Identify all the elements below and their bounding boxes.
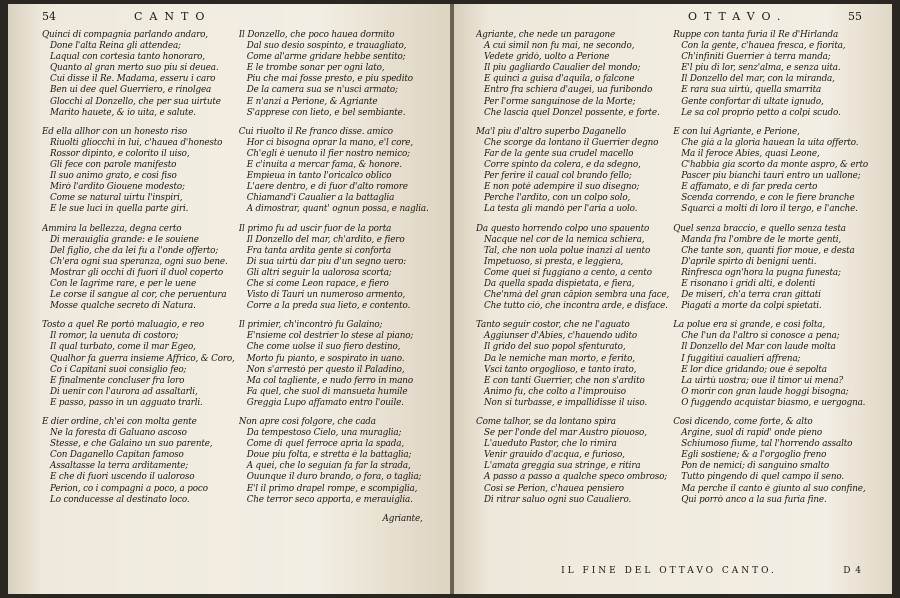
verse-line: Tosto a quel Re portò maluagio, e reo — [42, 320, 204, 331]
verse-line: C'habbia gia scorto da monte aspro, & erto — [681, 160, 868, 171]
stanza — [673, 30, 868, 119]
verse-line: Qui porrò anco a la sua furia fine. — [681, 494, 827, 505]
verse-line: Empieua in tanto l'oricalco oblico — [246, 171, 392, 182]
verse-line: Argine, suol di rapid' onde pieno — [681, 428, 822, 439]
stanza — [673, 417, 868, 506]
verse-line: Nacque nel cor de la nemica schiera, — [484, 234, 645, 245]
stanza — [239, 320, 429, 409]
catchword: Agriante, — [382, 513, 423, 524]
verse-line: Il primier, ch'incontrò fu Galaino; — [238, 320, 383, 331]
verse-line: Vscì tanto orgoglioso, e tanto irato, — [484, 364, 637, 375]
verse-line: Il piu gagliardo Caualier del mondo; — [484, 63, 641, 74]
verse-line: Che lascia quel Donzel possente, e forte. — [484, 107, 660, 118]
verse-line: Il qual turbato, come il mar Egeo, — [50, 342, 196, 353]
verse-line: Qualhor fa guerra insieme Affrico, & Coro, — [50, 353, 235, 364]
verse-line: Visto di Tauri un numeroso armento, — [246, 290, 406, 301]
verse-line: La testa gli mandò per l'aria a uolo. — [484, 204, 638, 215]
verse-line: O morir con gran laude hoggi bisogna; — [681, 386, 849, 397]
verse-line: De la camera sua se n'uscì armato; — [246, 85, 398, 96]
verse-line: E affamato, e di far preda certo — [681, 182, 818, 193]
verse-line: Che l'un da l'altro si conosce a pena; — [681, 331, 840, 342]
stanza — [476, 320, 669, 409]
verse-line: Da tempestoso Cielo, una muraglia; — [246, 428, 402, 439]
canto-end-footer — [476, 566, 862, 576]
verse-line: Le sa col proprio petto a colpi scudo. — [681, 107, 841, 118]
verse-line: Così dicendo, come forte, & alto — [673, 417, 813, 427]
verse-line: Che tutto ciò, che incontra arde, e disface. — [484, 301, 668, 312]
verse-line: Ben ui dee quel Guerriero, e rinolgea — [50, 85, 212, 96]
verse-line: Scenda correndo, e con le fiere branche — [681, 193, 855, 204]
verse-line: Che come uolse il suo fiero destino, — [246, 342, 401, 353]
verse-line: D'aprile spirto di benigni uenti. — [681, 256, 817, 267]
stanza — [476, 127, 669, 216]
verse-line: Squarci a molti di loro il tergo, e l'anche. — [681, 204, 858, 215]
verse-line: Come di quel ferroce aprìa la spada, — [246, 439, 404, 450]
verse-line: Ma il feroce Abies, quasi Leone, — [681, 148, 820, 159]
verse-line: Tutto pingendo di quel campo il seno. — [681, 472, 845, 483]
verse-line: Mostrar gli occhi di fuori il duol coperto — [50, 267, 223, 278]
verse-line: Chiamand'i Caualier a la battaglia — [246, 193, 395, 204]
verse-line: Cui riuolto il Re franco disse. amico — [238, 126, 393, 137]
stanza — [42, 417, 235, 506]
verse-line: Animo fu, che colto a l'improuiso — [484, 386, 626, 397]
verse-line: Gli fece con parole manifesto — [50, 160, 177, 171]
verse-line: Gente confortar di ultate ignudo, — [681, 96, 824, 107]
verse-line: Assaltasse la terra arditamente; — [50, 461, 189, 472]
verse-line: Che'nmà del gran cāpion sembra una face, — [484, 290, 670, 301]
text-column — [476, 30, 673, 514]
verse-line: Come talhor, se da lontano spira — [476, 417, 616, 427]
verse-line: Ammira la bellezza, degna certo — [42, 223, 182, 234]
verse-line: Morto fu pianto, e sospirato in uano. — [246, 353, 405, 364]
verse-line: Dal suo desio sospinto, e trauagliato, — [246, 41, 407, 52]
verse-line: E n'anzi a Perione, & Agriante — [246, 96, 378, 107]
verse-line: E non potè adempire il suo disegno; — [484, 182, 640, 193]
verse-line: Come al'arme gridare hebbe sentito; — [246, 52, 406, 63]
verse-line: Done l'alta Reina gli attendea; — [50, 41, 181, 52]
verse-line: Il Donzello del Mar con laude molta — [681, 342, 836, 353]
verse-line: Che già a la gloria hauean la uita offerto. — [681, 137, 859, 148]
verse-line: Di sua uirtù dar piu d'un segno uero: — [246, 256, 407, 267]
stanza — [673, 320, 868, 409]
verse-line: Corre spinto da colera, e da sdegno, — [484, 160, 641, 171]
verse-line: Così se Perion, c'hauea pensiero — [484, 483, 624, 494]
verse-line: Laqual con cortesia tanto honoraro, — [50, 52, 205, 63]
verse-line: A dimostrar, quant' ognun possa, e naglia. — [246, 204, 429, 215]
verse-line: Agriante, che nede un paragone — [476, 30, 616, 40]
verse-line: Il primo fu ad uscir fuor de la porta — [238, 223, 392, 234]
verse-line: Corre a la preda sua lieto, e contento. — [246, 301, 411, 312]
verse-line: Di ritrar saluo ogni suo Caualiero. — [484, 494, 632, 505]
verse-line: Ch'era ogni sua speranza, ogni suo bene. — [50, 256, 228, 267]
verse-line: E con lui Agriante, e Perione, — [673, 126, 800, 137]
verse-line: E'l il primo drapel rompe, e scompiglia, — [246, 483, 418, 494]
text-column — [673, 30, 872, 514]
verse-line: Impetuoso, sì presta, e leggiera, — [484, 256, 624, 267]
stanza — [476, 30, 669, 119]
verse-line: L'aere dentro, e di fuor d'alto romore — [246, 182, 408, 193]
verse-line: E passo, passo in un agguato trarli. — [50, 397, 203, 408]
right-page-columns — [476, 30, 868, 514]
verse-line: E quinci a guisa d'aquila, o falcone — [484, 74, 635, 85]
verse-line: I fuggitiui caualieri affrena; — [681, 353, 801, 364]
verse-line: Di uenir con l'aurora ad assaltarli, — [50, 386, 198, 397]
open-book — [8, 4, 892, 594]
verse-line: E'l piu di lor, senz'alma, e senza uita. — [681, 63, 841, 74]
verse-line: O fuggendo acquistar biasmo, e uergogna. — [681, 397, 866, 408]
stanza — [239, 127, 429, 216]
verse-line: Mirò l'ardito Giouene modesto; — [50, 182, 185, 193]
stanza — [42, 127, 235, 216]
verse-line: Pon de nemici; di sanguino smalto — [681, 461, 829, 472]
verse-line: Ma col tagliente, e nudo ferro in mano — [246, 375, 413, 386]
verse-line: Il Donzello del mar, ch'ardito, e fiero — [246, 234, 405, 245]
stanza — [42, 320, 235, 409]
running-title-left: CANTO — [134, 10, 212, 23]
verse-line: Stesse, e che Galaino un suo parente, — [50, 439, 213, 450]
verse-line: Il romor, la uenuta di costoro; — [50, 331, 179, 342]
stanza — [476, 224, 669, 313]
verse-line: Egli sostiene; & a l'orgoglio freno — [681, 450, 827, 461]
verse-line: Perche l'ardito, con un colpo solo, — [484, 193, 631, 204]
verse-line: E finalmente concluser fra loro — [50, 375, 185, 386]
right-page-header — [476, 4, 862, 26]
verse-line: E le sue luci in quella parte giri. — [50, 204, 189, 215]
verse-line: Ma'l piu d'altro superbo Daganello — [476, 126, 626, 137]
verse-line: E lor dice gridando; oue è sepolta — [681, 364, 827, 375]
verse-line: Ruppe con tanta furia il Re d'Hirlanda — [673, 30, 839, 40]
verse-line: Pascer piu bianchi tauri entro un uallone; — [681, 171, 861, 182]
verse-line: Perion, co i compagni a poco, a poco — [50, 483, 208, 494]
stanza — [42, 224, 235, 313]
verse-line: Riuolti gliocchi in lui, c'hauea d'honesto — [50, 137, 223, 148]
verse-line: Schiumoso fiume, tal l'horrendo assalto — [681, 439, 853, 450]
page-number-left: 54 — [42, 10, 56, 23]
verse-line: Come se natural uirtu l'inspiri, — [50, 193, 183, 204]
verse-line: Fa quel, che suol di mansueta humile — [246, 386, 408, 397]
verse-line: Che tante son, quanti fior moue, e desta — [681, 245, 855, 256]
verse-line: Per l'orme sanguinose de la Morte; — [484, 96, 636, 107]
verse-line: Non si turbasse, e impallidisse il uiso. — [484, 397, 647, 408]
verse-line: Vedete gridò, uolto a Perione — [484, 52, 610, 63]
verse-line: Il Donzello del mar, con la miranda, — [681, 74, 835, 85]
left-page-columns — [42, 30, 432, 525]
stanza — [673, 224, 868, 313]
verse-line: Co i Capitani suoi consiglio feo; — [50, 364, 187, 375]
verse-line: Di merauiglia grande: e le souiene — [50, 234, 199, 245]
verse-line: La polue era si grande, e così folta, — [673, 320, 825, 331]
verse-line: Rossor dipinto, e colorito il uiso, — [50, 148, 190, 159]
verse-line: Il suo animo grato, e cosi fiso — [50, 171, 177, 182]
signature-mark: D 4 — [843, 566, 862, 576]
verse-line: Con la gente, c'hauea fresca, e fiorita, — [681, 41, 846, 52]
verse-line: Greggia Lupo affamato entro l'ouile. — [246, 397, 404, 408]
stanza — [239, 417, 429, 506]
verse-line: Da le nemiche man morto, e ferito, — [484, 353, 635, 364]
right-page — [454, 4, 892, 594]
verse-line: Il grido del suo popol sfenturato, — [484, 342, 626, 353]
verse-line: Quinci di compagnia parlando andaro, — [42, 30, 208, 40]
verse-line: Entro fra schiera d'augei, ua furibondo — [484, 85, 653, 96]
stanza — [239, 30, 429, 119]
page-number-right: 55 — [848, 10, 862, 23]
verse-line: L'amata greggia sua stringe, e ritira — [484, 461, 641, 472]
verse-line: Non s'arrestò per questo il Paladino, — [246, 364, 405, 375]
verse-line: Mosse qualche secreto di Natura. — [50, 301, 196, 312]
verse-line: Che si come Leon rapace, e fiero — [246, 278, 389, 289]
verse-line: Far de la gente sua crudel macello — [484, 148, 634, 159]
verse-line: Fra tanta ardita gente si conforta — [246, 245, 392, 256]
verse-line: A cui simil non fu mai, ne secondo, — [484, 41, 635, 52]
stanza — [476, 417, 669, 506]
verse-line: A quei, che lo seguian fa far la strada, — [246, 461, 411, 472]
running-title-right: OTTAVO. — [688, 10, 788, 23]
stanza — [239, 224, 429, 313]
verse-line: Da quella spada dispietata, e fiera, — [484, 278, 635, 289]
verse-line: E le trombe sonar per ogni lato, — [246, 63, 385, 74]
verse-line: Ne la foresta di Galuano ascoso — [50, 428, 187, 439]
verse-line: Con Daganello Capitan famoso — [50, 450, 184, 461]
verse-line: De miseri, ch'a terra cran gittati — [681, 290, 821, 301]
verse-line: Da questo horrendo colpo uno spauento — [476, 223, 650, 234]
verse-line: Non apre così folgore, che cada — [238, 417, 376, 427]
verse-line: Ch'infiniti Guerrier à terra manda; — [681, 52, 831, 63]
verse-line: Glocchi al Donzello, che per sua uirtute — [50, 96, 221, 107]
text-column — [42, 30, 239, 525]
verse-line: E dier ordine, ch'ei con molta gente — [42, 417, 197, 427]
left-page — [8, 4, 450, 594]
verse-line: Quel senza braccio, e quello senza testa — [673, 223, 846, 234]
verse-line: Hor ci bisogna oprar la mano, e'l core, — [246, 137, 413, 148]
verse-line: S'apprese con lieto, e bel sembiante. — [246, 107, 406, 118]
verse-line: Doue piu folta, e stretta è la battaglia; — [246, 450, 412, 461]
verse-line: Ed ella allhor con un honesto riso — [42, 126, 188, 137]
verse-line: Piu che mai fosse presto, e piu spedito — [246, 74, 413, 85]
verse-line: Piagati a morte da colpi spietati. — [681, 301, 822, 312]
verse-line: Rinfresca ogn'hora la pugna funesta; — [681, 267, 841, 278]
verse-line: E con tanti Guerrier, che non s'ardito — [484, 375, 645, 386]
verse-line: Marito hauete, & io uita, e salute. — [50, 107, 196, 118]
verse-line: Tal, che non uola polue inanzi al uento — [484, 245, 651, 256]
verse-line: Gli altri seguir la ualorosa scorta; — [246, 267, 392, 278]
verse-line: L'aueduto Pastor, che lo rimira — [484, 439, 617, 450]
verse-line: Ouunque il duro brando, o fora, o taglia; — [246, 472, 422, 483]
verse-line: Lo conducesse al destinato loco. — [50, 494, 190, 505]
verse-line: Con le lagrime rare, e per le uene — [50, 278, 197, 289]
verse-line: La uirtù uostra; oue il timor ui mena? — [681, 375, 844, 386]
verse-line: Tanto seguir costor, che ne l'aguato — [476, 320, 630, 331]
verse-line: Manda fra l'ombre de le morte genti, — [681, 234, 842, 245]
verse-line: Ch'egli è uenuto il fier nostro nemico; — [246, 148, 410, 159]
verse-line: Del figlio, che da lei fu a l'onde offerto; — [50, 245, 219, 256]
verse-line: E che di fuori uscendo il ualoroso — [50, 472, 195, 483]
verse-line: Cui disse il Re. Madama, esseru i caro — [50, 74, 216, 85]
verse-line: Quanto al gran merto suo piu si deuea. — [50, 63, 219, 74]
verse-line: E c'inuita a mercar fama, & honore. — [246, 160, 402, 171]
verse-line: E'nsieme col destrier lo stese al piano; — [246, 331, 414, 342]
verse-line: Se per l'onde del mar Austro piouoso, — [484, 428, 647, 439]
verse-line: Il Donzello, che poco hauea dormito — [238, 30, 395, 40]
stanza — [673, 127, 868, 216]
verse-line: Le corse il sangue al cor, che peruentura — [50, 290, 227, 301]
verse-line: Come quei si fuggiano a cento, a cento — [484, 267, 652, 278]
verse-line: Che terror seco apporta, e merauiglia. — [246, 494, 413, 505]
verse-line: A passo a passo a qualche speco ombroso; — [484, 472, 668, 483]
verse-line: Venir grauido d'acqua, e furioso, — [484, 450, 625, 461]
text-column — [239, 30, 433, 525]
canto-end-text: IL FINE DEL OTTAVO CANTO. — [561, 566, 777, 576]
verse-line: E risonano i gridi alti, e dolenti — [681, 278, 816, 289]
verse-line: Aggiunser d'Abies, c'hauendo udito — [484, 331, 637, 342]
verse-line: Ma perche il canto è giunto al suo confine, — [681, 483, 866, 494]
verse-line: Che scorge da lontano il Guerrier degno — [484, 137, 659, 148]
left-page-header — [42, 4, 432, 26]
verse-line: Per ferire il caual col brando fello; — [484, 171, 632, 182]
stanza — [42, 30, 235, 119]
verse-line: E rara sua uirtù, quella smarrita — [681, 85, 822, 96]
